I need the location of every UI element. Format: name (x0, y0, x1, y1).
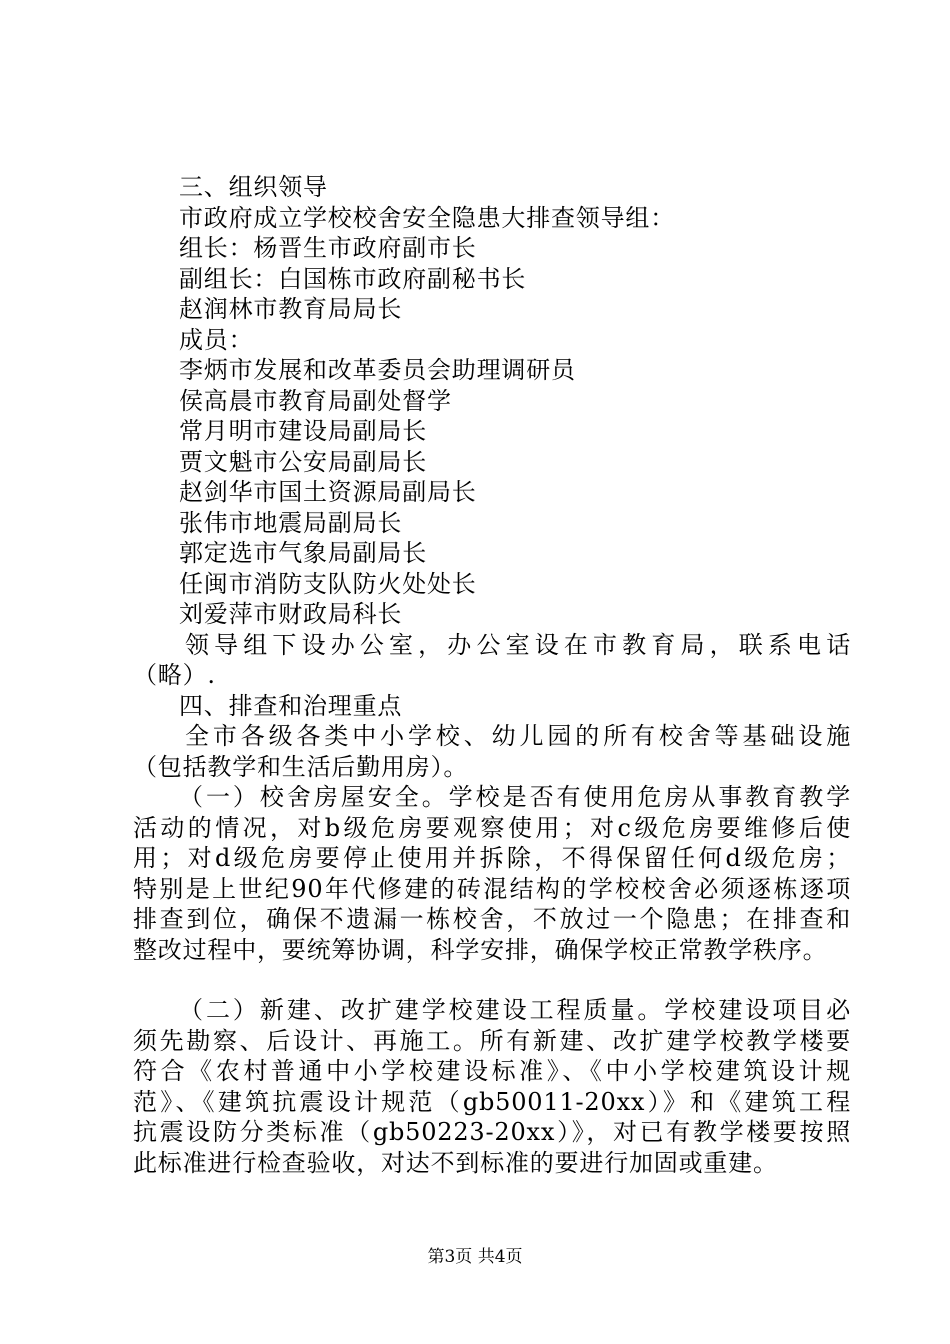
member-line: 赵剑华市国土资源局副局长 (179, 478, 477, 506)
member-line: 张伟市地震局副局长 (179, 508, 403, 537)
members-heading: 成员： (179, 325, 254, 354)
scope-paragraph-line: 全市各级各类中小学校、幼儿园的所有校舍等基础设施 (185, 722, 851, 750)
section-heading-inspection: 四、排查和治理重点 (179, 691, 403, 720)
item-two-paragraph-line: 符合《农村普通中小学校建设标准》、《中小学校建筑设计规 (133, 1057, 851, 1085)
item-two-paragraph-line: 范》、《建筑抗震设计规范（gb50011-20xx）》和《建筑工程 (133, 1087, 851, 1116)
deputy-leader-line: 副组长：白国栋市政府副秘书长 (179, 264, 527, 293)
deputy-leader-line: 赵润林市教育局局长 (179, 295, 403, 323)
section-heading-organization: 三、组织领导 (179, 173, 328, 201)
office-paragraph-line: 领导组下设办公室，办公室设在市教育局，联系电话 (185, 630, 851, 659)
item-two-paragraph-line: 抗震设防分类标准（gb50223-20xx）》，对已有教学楼要按照 (133, 1118, 851, 1146)
document-body (133, 172, 851, 1178)
scope-paragraph-line: （包括教学和生活后勤用房）。 (133, 752, 469, 781)
team-leader-line: 组长：杨晋生市政府副市长 (179, 234, 477, 262)
member-line: 李炳市发展和改革委员会助理调研员 (179, 356, 576, 384)
item-one-paragraph-line: 特别是上世纪90年代修建的砖混结构的学校校舍必须逐栋逐项 (133, 874, 851, 903)
member-line: 任闽市消防支队防火处处长 (179, 569, 477, 598)
item-two-paragraph-line: （二）新建、改扩建学校建设工程质量。学校建设项目必 (179, 996, 851, 1024)
member-line: 侯高晨市教育局副处督学 (179, 386, 452, 415)
member-line: 郭定选市气象局副局长 (179, 539, 427, 567)
member-line: 刘爱萍市财政局科长 (179, 600, 403, 628)
page-number-footer: 第3页 共4页 (427, 1247, 523, 1267)
item-one-paragraph-line: 活动的情况，对b级危房要观察使用；对c级危房要维修后使 (133, 813, 851, 842)
item-one-paragraph-line: （一）校舍房屋安全。学校是否有使用危房从事教育教学 (179, 783, 851, 811)
item-one-paragraph-line: 排查到位，确保不遗漏一栋校舍，不放过一个隐患；在排查和 (133, 905, 851, 933)
member-line: 贾文魁市公安局副局长 (179, 447, 427, 476)
item-one-paragraph-line: 用；对d级危房要停止使用并拆除，不得保留任何d级危房； (133, 844, 851, 872)
member-line: 常月明市建设局副局长 (179, 417, 427, 445)
item-one-paragraph-line: 整改过程中，要统筹协调，科学安排，确保学校正常教学秩序。 (133, 935, 828, 964)
office-paragraph-line: （略）. (133, 661, 216, 689)
item-two-paragraph-line: 此标准进行检查验收，对达不到标准的要进行加固或重建。 (133, 1148, 778, 1177)
item-two-paragraph-line: 须先勘察、后设计、再施工。所有新建、改扩建学校教学楼要 (133, 1026, 851, 1055)
paragraph-line: 市政府成立学校校舍安全隐患大排查领导组： (179, 203, 675, 232)
paragraph-gap (133, 965, 851, 995)
